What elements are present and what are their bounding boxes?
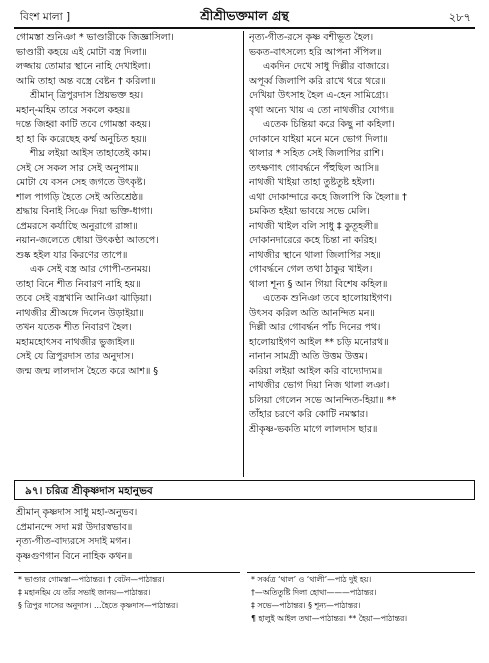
verse-line: হা হা কি করেছেহ কর্ম্ম অনুচিত হয়॥ <box>16 133 147 145</box>
verse-line: তাঁহার চরণে করি কোটি নমস্কার। <box>249 409 369 420</box>
footnotes-left <box>14 572 240 642</box>
verse-line: সেই সে সকল সার সেই অনুপাম॥ <box>16 162 139 174</box>
footnote-line: ¶ হালুই আইল তথা—পাঠান্তর। ** হৈয়া—পাঠান্তর। <box>251 614 408 623</box>
verse-line: শুষ্ক হইল যার কিরণের তাপে॥ <box>16 249 128 261</box>
header-rule <box>14 27 475 29</box>
verse-line: গোমস্তা শুনিঞা * ভাণ্ডারীকে জিজ্ঞাসিলা। <box>16 32 174 43</box>
verse-line: নাথজীর স্থানে থালা জিলাপির সহ॥ <box>249 249 381 261</box>
verse-line: অপূর্ব্ব জিলাপি করি রাখে থরে থরে॥ <box>249 75 386 87</box>
verse-line: শাল পাগড়ি হৈতে সেই অতিশ্রেষ্ঠ॥ <box>16 191 144 203</box>
verse-line: নৃত্য-গীত-বাদ্যরসে সদাই মগন। <box>16 536 131 547</box>
chapter-heading-box <box>14 480 475 500</box>
book-title: শ্রীশ্রীভক্তমাল গ্রন্থ <box>200 8 289 23</box>
verse-line: গোবর্দ্ধনে গেল তথা ঠাকুর খাইল। <box>249 264 373 275</box>
verse-line: চমকিত হইয়া ভাবয়ে সভে মেলি। <box>249 206 370 217</box>
page-header <box>14 6 475 28</box>
column-divider <box>243 31 244 477</box>
verse-line: প্রেমানন্দে সদা মগ্ন উদারস্বভাব॥ <box>16 521 133 533</box>
verse-line: এতেক শুনিঞা তবে হালোয়াইগণ। <box>263 293 392 304</box>
verse-line: তখন যতেক শীত নিবারণ হৈল। <box>16 322 132 333</box>
verse-line: শ্রীকৃষ্ণ-ভকতি মাগে লালদাস ছার॥ <box>249 423 378 435</box>
verse-line: করিয়া লইয়া আইল করি বাদ্যোদ্যম॥ <box>249 365 383 377</box>
verse-line: চলিয়া গেলেন সভে আনন্দিত-হিয়া॥ ** <box>249 394 397 406</box>
verse-line: দন্তে জিহ্বা কাটি তবে গোমস্তা কহয়। <box>16 119 151 130</box>
verse-line: নয়ান-জলেতে ধোয়া উৎকণ্ঠা আতপে। <box>16 235 159 246</box>
footnote-line: ‡ সভে—পাঠান্তর। § শূন্য—পাঠান্তর। <box>251 601 361 610</box>
verse-line: দোকানে যাইয়া মনে মনে ভোগ দিলা॥ <box>249 133 388 145</box>
verse-line: ভাণ্ডারী কহয়ে এই মোটা বস্ত্র দিলা॥ <box>16 46 147 58</box>
footnote-line: ‡ মহানহিম যে তাঁর সভাই জানয়—পাঠান্তর। <box>18 588 151 597</box>
verse-line: শ্রীমান্‌ কৃষ্ণদাস সাধু মহা-অনুভব। <box>16 507 138 518</box>
verse-line: প্রেমরসে কর্যাছেি অনুরাগে রাঙ্গা॥ <box>16 220 138 232</box>
verse-line: বৃথা অন্যে খায় এ তো নাথজীর যোগ্য॥ <box>249 104 395 116</box>
verse-line: নাথজী খাইয়া তাহা তুষ্টতুষ্ট হইলা। <box>249 177 375 188</box>
verse-line: নানান সামগ্রী অতি উত্তম উত্তম। <box>249 351 368 362</box>
chapter-range-label: বিংশ মালা ] <box>20 11 71 23</box>
page-number: ২৮৭ <box>448 10 471 24</box>
verse-line: নাথজীর ভোগ দিয়া নিজ থালা লঞা। <box>249 380 390 391</box>
verse-line: জন্ম জন্ম লালদাস হৈতে করে আশ॥ § <box>16 365 158 377</box>
verse-line: দিল্লী আর গোবর্দ্ধন পাঁচ দিনের পথ। <box>249 322 381 333</box>
chapter-verses <box>16 506 238 564</box>
left-text-column <box>16 31 240 379</box>
right-text-column <box>249 31 473 437</box>
verse-line: উৎসব করিল অতি আনন্দিত মন॥ <box>249 307 375 319</box>
footnote-line: § ত্রিপুর দাসের অনুদাস। ...হৈতে কৃষ্ণদাস—পাঠান্তর। <box>18 601 179 610</box>
verse-line: নাথজীর শ্রীঅঙ্গে দিলেন উড়াইয়া॥ <box>16 307 144 319</box>
verse-line: এতেক চিন্তিয়া করে কিছু না কহিলা। <box>263 119 395 130</box>
footnote-line: †—অতিতুষ্টি দিলা হোথা———পাঠান্তর। <box>251 588 377 597</box>
footnote-line: * ভাণ্ডার গোমস্তা—পাঠান্তর। † বেটন—পাঠান্তর। <box>18 575 165 584</box>
verse-line: শ্রীমান্‌ ত্রিপুরদাস প্রিয়ভক্ত হয়। <box>30 90 144 101</box>
verse-line: কৃষ্ণগুণগান বিনে নাহিক কথন॥ <box>16 550 133 562</box>
book-page <box>14 6 475 656</box>
verse-line: সেই যে ত্রিপুরদাস তার অনুদাস। <box>16 351 134 362</box>
verse-line: নাথজী খাইল বলি সাধু ‡ কুতূহলী॥ <box>249 220 379 232</box>
verse-line: তৎক্ষণাৎ গোবর্দ্ধনে পঁহুছিল আসি॥ <box>249 162 380 174</box>
verse-line: দেখিয়া উৎসাহ হৈল এ-হেন সামিগ্র্যে। <box>249 90 389 101</box>
verse-line: থালা শূন্য § আন গিয়া বিশেষ কহিল॥ <box>249 278 388 290</box>
verse-line: লজ্জায় তোমার স্থানে নাহি দেখাইলা। <box>16 61 151 72</box>
verse-line: শীঘ্র লইয়া আইস তাহাতেই কাম। <box>30 148 151 159</box>
verse-line: হালোয়াইগণ আইল ** চড়ি মনোরথ॥ <box>249 336 389 348</box>
verse-line: শ্রদ্ধায় বিনাই সিঞে দিয়া ভক্তি-ধাগা। <box>16 206 153 217</box>
verse-line: মোটা যে বসন সেহ জগতে উৎকৃষ্ট। <box>16 177 146 188</box>
verse-line: এক সেই বস্ত্র আর গোপী-তনময়। <box>30 264 151 275</box>
verse-line: ভকত-বাৎসল্যে হরি আপনা সঁপিল॥ <box>249 46 382 58</box>
footnote-line: * সর্ব্বত্র ‘থাল’ ও ‘থালী’—পাঠ দুই হয়। <box>251 575 372 584</box>
verse-line: তবে সেই বস্ত্রখানি আনিঞা ঝাড়িয়া। <box>16 293 152 304</box>
footnotes-right <box>247 572 475 642</box>
verse-line: আমি তাহা অন্ত বস্ত্রে বেষ্টন † করিলা॥ <box>16 75 156 87</box>
verse-line: দোকানদারেরে কহে চিন্তা না করিহ। <box>249 235 377 246</box>
verse-line: তাহা বিনে শীত নিবারণ নাহি হয়॥ <box>16 278 141 290</box>
verse-line: মহামহোৎসব নাথজীর ভুজাইল॥ <box>16 336 135 348</box>
verse-line: থালার * সহিত সেই জিলাপির রাশি। <box>249 148 384 159</box>
verse-line: মহান্‌-মহিম তারে সকলে কহয়॥ <box>16 104 131 116</box>
chapter-heading: ৯৭। চরিত্র শ্রীকৃষ্ণদাস মহানুভব <box>25 485 153 497</box>
verse-line: এথা দোকান্দারে কহে জিলাপি কি হৈলা॥ † <box>249 191 407 203</box>
verse-line: একদিন দেখে সাধু দিল্লীর বাজারে। <box>263 61 390 72</box>
verse-line: নৃত্য-গীত-রসে কৃষ্ণ বশীভূত হৈল। <box>249 32 374 43</box>
